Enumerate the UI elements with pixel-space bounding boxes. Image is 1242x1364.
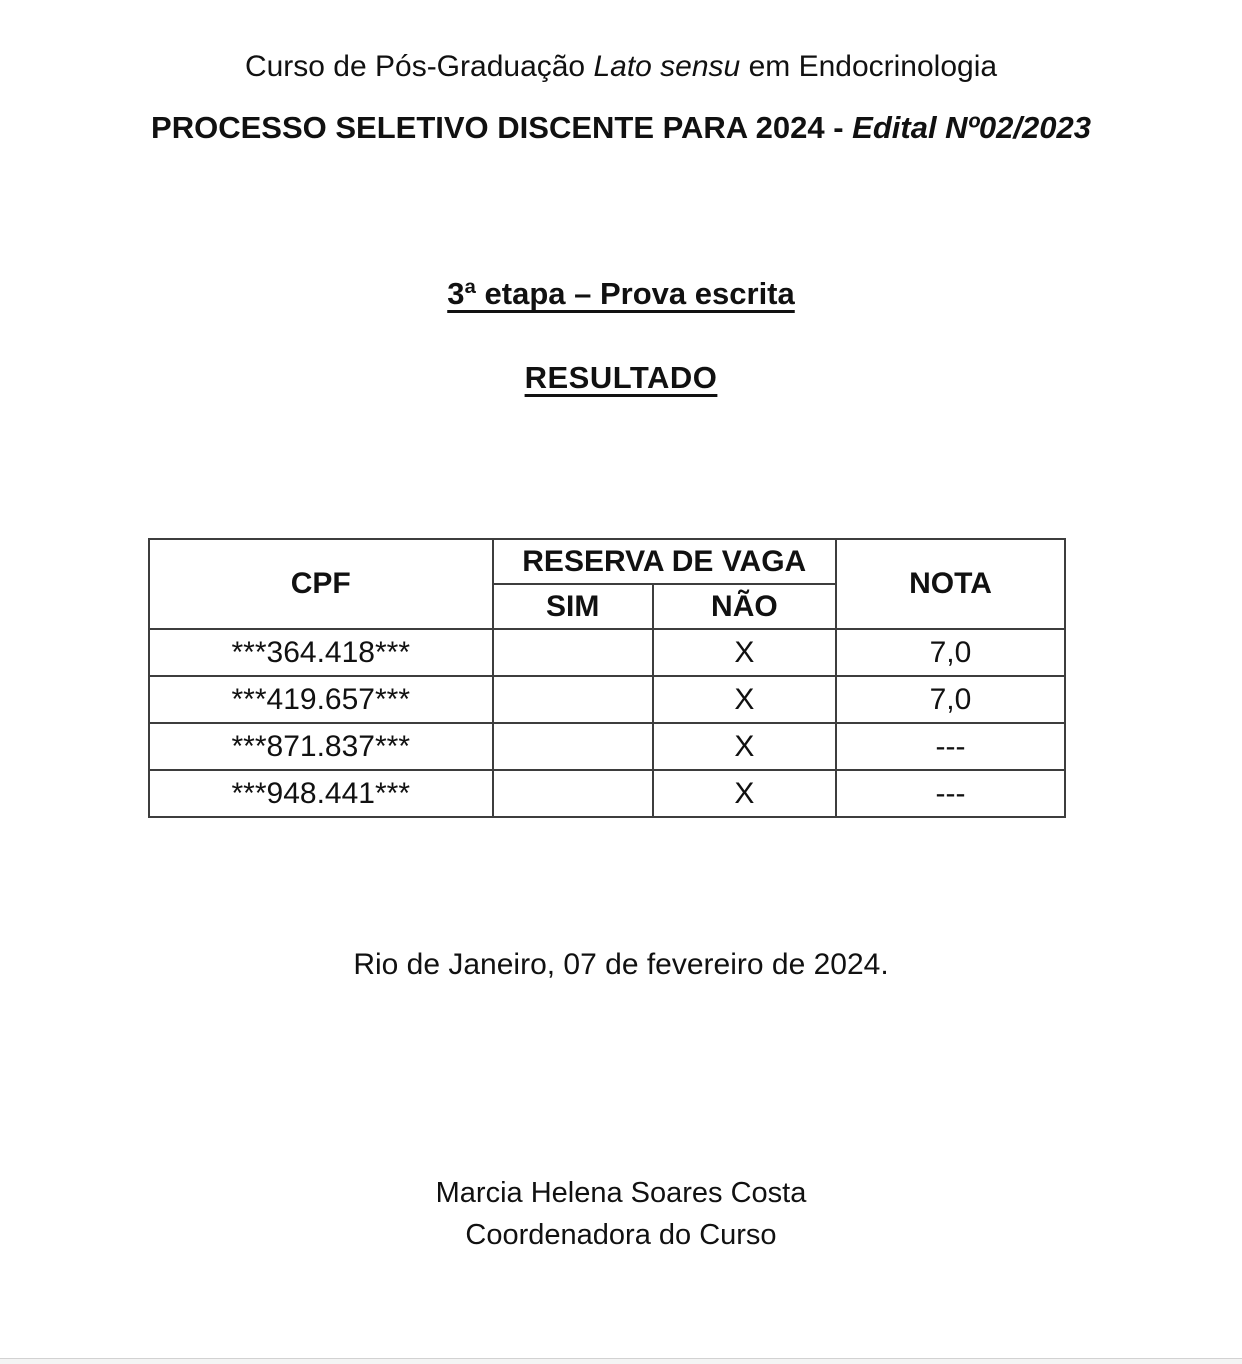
table-row xyxy=(149,629,1065,676)
course-title-prefix: Curso de Pós-Graduação xyxy=(244,50,594,83)
process-title-prefix: PROCESSO SELETIVO DISCENTE PARA 2024 - xyxy=(151,110,853,145)
cell-sim xyxy=(493,629,653,676)
scan-edge-artifact xyxy=(0,1358,1242,1364)
result-heading-text: RESULTADO xyxy=(524,360,718,395)
table-row xyxy=(149,770,1065,817)
signature-name: Marcia Helena Soares Costa xyxy=(435,1177,807,1209)
course-title-italic: Lato sensu xyxy=(593,50,741,83)
course-title xyxy=(0,50,1242,84)
course-title-suffix: em Endocrinologia xyxy=(740,50,998,83)
cell-nao: X xyxy=(653,770,836,817)
date-line: Rio de Janeiro, 07 de fevereiro de 2024. xyxy=(353,948,889,981)
header-nota: NOTA xyxy=(836,539,1065,629)
cell-cpf: ***364.418*** xyxy=(149,629,493,676)
header-cpf: CPF xyxy=(149,539,493,629)
cell-sim xyxy=(493,676,653,723)
cell-nao: X xyxy=(653,723,836,770)
cell-nota: --- xyxy=(836,770,1065,817)
process-title xyxy=(0,110,1242,146)
cell-cpf: ***419.657*** xyxy=(149,676,493,723)
table-row xyxy=(149,676,1065,723)
table-header-row-1 xyxy=(149,539,1065,584)
stage-heading-text: 3ª etapa – Prova escrita xyxy=(447,276,795,311)
cell-nota: 7,0 xyxy=(836,676,1065,723)
header-nao: NÃO xyxy=(653,584,836,629)
signature-block xyxy=(0,1172,1242,1256)
cell-cpf: ***948.441*** xyxy=(149,770,493,817)
results-table xyxy=(148,538,1066,818)
table-row xyxy=(149,723,1065,770)
result-heading xyxy=(0,360,1242,396)
header-sim: SIM xyxy=(493,584,653,629)
process-title-edital: Edital Nº02/2023 xyxy=(852,110,1091,145)
cell-sim xyxy=(493,723,653,770)
header-reserva-de-vaga: RESERVA DE VAGA xyxy=(493,539,836,584)
cell-nota: --- xyxy=(836,723,1065,770)
stage-heading xyxy=(0,276,1242,312)
cell-sim xyxy=(493,770,653,817)
cell-cpf: ***871.837*** xyxy=(149,723,493,770)
signature-role: Coordenadora do Curso xyxy=(465,1219,777,1252)
cell-nota: 7,0 xyxy=(836,629,1065,676)
cell-nao: X xyxy=(653,629,836,676)
cell-nao: X xyxy=(653,676,836,723)
